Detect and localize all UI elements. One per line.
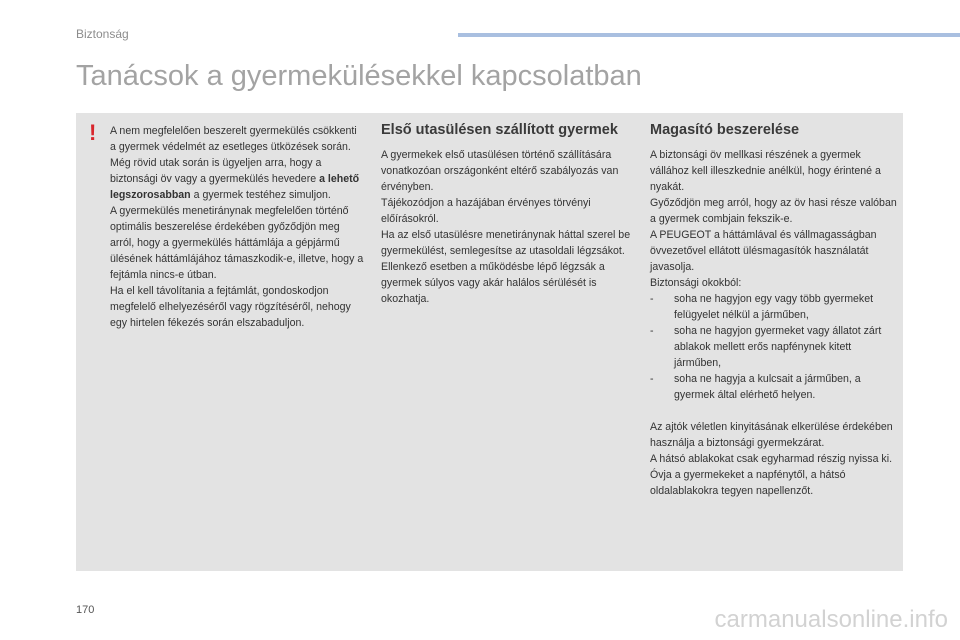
page-number: 170 — [76, 604, 95, 616]
list-item — [650, 291, 900, 323]
booster-column — [650, 123, 900, 499]
warning-column — [110, 123, 365, 331]
list-dash: - — [650, 293, 654, 305]
list-item — [650, 323, 900, 371]
booster-paragraph: Óvja a gyermekeket a napfénytől, a hátsó oldalablakokra tegyen napellenzőt. — [650, 469, 846, 497]
list-dash: - — [650, 325, 654, 337]
warning-icon: ! — [89, 120, 97, 145]
list-dash: - — [650, 373, 654, 385]
section-label: Biztonság — [76, 27, 129, 41]
warning-text: Még rövid utak során is ügyeljen arra, hogy a biztonsági öv vagy a gyermekülés hevedere — [110, 157, 322, 185]
front-seat-paragraph: Ha az első utasülésre menetiránynak háttal szerel be gyermekülést, semlegesítse az utasoldali légzsákot. Ellenkező esetben a működésbe lépő légzsák a gyermek súlyos vagy akár halálos sérülését is okozhatja. — [381, 229, 631, 305]
spacer — [650, 403, 900, 419]
front-seat-heading: Első utasülésen szállított gyermek — [381, 122, 618, 138]
list-item — [650, 371, 900, 403]
warning-paragraph — [110, 155, 365, 203]
front-seat-column — [381, 123, 631, 307]
warning-text: a gyermek testéhez simuljon. — [193, 189, 331, 201]
warning-paragraph: A gyermekülés menetiránynak megfelelően történő optimális beszerelése érdekében győződjön meg arról, hogy a gyermekülés háttámlája a gépjármű ülésének háttámlájához támaszkodik-e, illetve, hogy a fejtámla nincs-e útban. — [110, 205, 364, 281]
front-seat-paragraph: Tájékozódjon a hazájában érvényes törvényi előírásokról. — [381, 197, 591, 225]
booster-paragraph: A PEUGEOT a háttámlával és vállmagasságban övvezetővel ellátott ülésmagasítók használatát javasolja. — [650, 229, 877, 273]
booster-paragraph: A hátsó ablakokat csak egyharmad részig nyissa ki. — [650, 453, 893, 465]
list-item-text: soha ne hagyjon egy vagy több gyermeket felügyelet nélkül a járműben, — [674, 293, 874, 321]
warning-paragraph: Ha el kell távolítania a fejtámlát, gondoskodjon megfelelő elhelyezéséről vagy rögzítéséről, nehogy egy hirtelen fékezés során elszabaduljon. — [110, 285, 351, 329]
header-accent-bar — [458, 33, 960, 37]
list-item-text: soha ne hagyjon gyermeket vagy állatot zárt ablakok mellett erős napfénynek kitett járműben, — [674, 325, 882, 369]
list-item-text: soha ne hagyja a kulcsait a járműben, a gyermek által elérhető helyen. — [674, 373, 861, 401]
page-title: Tanácsok a gyermekülésekkel kapcsolatban — [76, 60, 642, 92]
front-seat-paragraph: A gyermekek első utasülésen történő szállítására vonatkozóan országonként eltérő szabályozás van érvényben. — [381, 149, 619, 193]
watermark: carmanualsonline.info — [714, 606, 948, 633]
booster-paragraph: Győződjön meg arról, hogy az öv hasi része valóban a gyermek combjain fekszik-e. — [650, 197, 897, 225]
booster-paragraph: Biztonsági okokból: — [650, 277, 742, 289]
booster-heading: Magasító beszerelése — [650, 122, 800, 138]
warning-emphasis: a lehető legszorosabban — [110, 173, 360, 201]
warning-paragraph: A nem megfelelően beszerelt gyermekülés csökkenti a gyermek védelmét az esetleges ütközések során. — [110, 125, 357, 153]
booster-paragraph: A biztonsági öv mellkasi részének a gyermek vállához kell illeszkednie anélkül, hogy érintené a nyakát. — [650, 149, 881, 193]
booster-paragraph: Az ajtók véletlen kinyitásának elkerülése érdekében használja a biztonsági gyermekzárat. — [650, 421, 893, 449]
